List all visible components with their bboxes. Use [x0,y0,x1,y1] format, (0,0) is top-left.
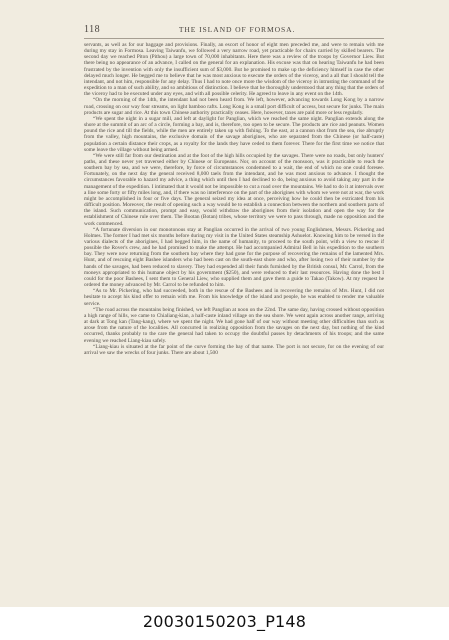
image-caption: 20030150203_P148 [142,612,307,631]
paragraph: “On the morning of the 14th, the intendant had not been heard from. We left, however, advancing towards Long Kong by a narrow road, crossing on our way four streams, on light bamboo rafts. Long Kong is a small port difficult of access, but secure for junks. The main products are sugar and rice. At this town Chinese authority practically ceases. Here, however, taxes are paid more or less regularly. [84,97,384,116]
page-header [84,24,374,36]
page-number: 118 [84,24,101,35]
paragraph: “We spent the night in a sugar mill, and left at daylight for Panglian, which we reached the same night. Panglian extends along the shore at the summit of an arc of a circle, forming a bay, and is, therefore, too open to be secure. The products are rice and peanuts. Women pound the rice and till the fields, while the men are entirely taken up with fishing. To the east, at a cannon shot from the sea, rise abruptly from the valley, high mountains, the exclusive domain of the savage aborigines, who are separated from the Chinese (or half-caste) population a certain distance their crops, as a royalty for the lands they have ceded to them forever. There for the first time we notice that some leave the village without being armed. [84,115,384,153]
paragraph: “A fortunate diversion in our monotonous stay at Panglian occurred in the arrival of two young Englishmen, Messrs. Pickering and Holmes. The former I had met six months before during my visit in the United States steamship Ashuelot. Knowing him to be versed in the various dialects of the aborigines, I had begged him, in the name of humanity, to proceed to the south point, with a view to rescue if possible the Rover's crew, and he had promised to make the attempt. He had accompanied Admiral Bell in his expedition to the southern bay. They were now returning from the southern bay where they had gone for the purpose of recovering the remains of the lamented Mrs. Hunt, and of rescuing eight Bashee islanders who had been cast on the south-east shore and who, after losing two of their number by the hands of the savages, had been reduced to slavery. They had expended all their funds furnished by the British consul, Mr. Carrol, from the moneys appropriated to this humane object by his government ($250), and were reduced to their last resources. Having done the best I could for the poor Bashees, I sent them to General Liew, who supplied them and gave them a guide to Takao (Takow). At my request he ordered the money advanced by Mr. Carrol to be refunded to him. [84,226,384,289]
paragraph: “The road across the mountains being finished, we left Panglian at noon on the 22nd. The same day, having crossed without opposition a high range of hills, we came to Chialiang-kian, a half-caste inland village on the sea shore. We went again across another range, arriving at dark at Tong kan (Tang-kang), where we spent the night. We had gone half of our way without meeting other difficulties than such as arose from the nature of the localities. All concurred in realizing opposition from the savages on the next day, but nothing of the kind occurred, thanks probably to the care the general had taken to occupy the doubtful passes by detachments of his troops; and the same evening we reached Liang-kiau safely. [84,306,384,344]
paragraph: “As to Mr. Pickering, who had succeeded, both in the rescue of the Bashees and in recovering the remains of Mrs. Hunt, I did not hesitate to accept his kind offer to remain with me. From his knowledge of the island and people, he was enabled to render me valuable service. [84,288,384,307]
paragraph: “We were still far from our destination and at the foot of the high hills occupied by the savages. There were no roads, but only hunters' paths, and these never yet traversed either by Chinese or Europeans. Nor, on account of the monsoon, was it practicable to reach the southern bay by sea, and we were, therefore, by force of circumstances condemned to a wait, the end of which no one could foresee. Fortunately, on the next day the general received 8,000 taels from the intendant, and he was most anxious to advance. I thought the circumstances favorable to hazard my advice, a thing which until then I had declined to do, being anxious to avoid taking any part in the management of the expedition. I intimated that it would not be impossible to cut a road over the mountains. We had to do it at intervals over a line some forty or fifty miles long, and, if there was no interference on the part of the aborigines with whom we were not at war, the work might be accomplished in four or five days. The general seized my idea at once, perceiving how he could then be extricated from his difficult position. Moreover, the result of opening such a way would be to establish a connection between the northern and southern parts of the island. Such communication, prompt and easy, would withdraw the aborigines from their isolation and open the way for the establishment of Chinese rule over them. The Bootan (Botan) tribes, whose territory we were to pass through, made no opposition and the work commenced. [84,152,384,227]
running-title: THE ISLAND OF FORMOSA. [178,25,296,34]
body-text [84,42,384,598]
paragraph: servants, as well as for our baggage and provisions. Finally, an escort of honor of eight men preceded me, and were to remain with me during my stay in Formosa. Leaving Taiwanfu, we followed a very narrow road, yet practicable for chairs carried by skilled bearers. The second day we reached Piton (Pithou) a large town of 70,000 inhabitants. Here there was a review of the troops by Governor Liew. But there being no appearance of an advance, I called on the general for an explanation. His excuse was that on hearing Taiwanfu he had been frustrated by the invention with only the insufficient sum of $3,000. But he promised to make up the deficiency himself in case the other delayed much longer. He begged me to believe that he was most anxious to execute the orders of the viceroy, and a all that I should tell the intendant, and not him, responsible for any delay. Thus I had to note once more the wisdom of the viceroy in intrusting the command of the expedition to a man of such ability, and so ambitious of distinction. I believe that he thoroughly understood that any thing that the orders of the viceroy had to be executed under any eyes, and with all possible celerity. He agreed to leave in any event on the 14th. [84,42,384,98]
header-rule [84,38,384,39]
paragraph: “Liang-kiau is situated at the far point of the curve forming the bay of that name. The port is not secure, for on the evening of our arrival we saw the wrecks of four junks. There are about 1,500 [84,343,384,356]
